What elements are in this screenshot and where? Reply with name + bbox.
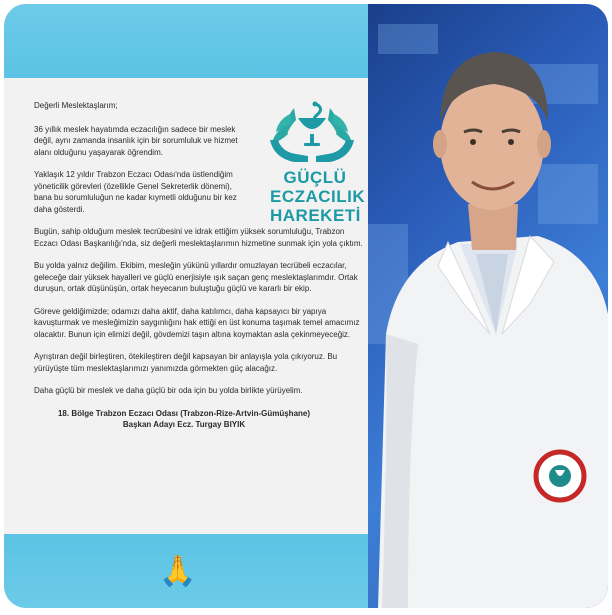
praying-hands-icon: 🙏	[159, 555, 197, 588]
signature-name: Başkan Adayı Ecz. Turgay BIYIK	[122, 420, 246, 429]
post-card	[4, 4, 608, 608]
letter-body	[34, 100, 364, 431]
letter-greeting: Değerli Meslektaşlarım;	[34, 101, 118, 110]
logo-line-2: ECZACILIK	[270, 187, 366, 206]
logo-line-3: HAREKETİ	[270, 206, 361, 225]
candidate-photo	[368, 4, 608, 608]
letter-paragraph-7: Daha güçlü bir meslek ve daha güçlü bir oda için bu yolda birlikte yürüyelim.	[34, 386, 303, 395]
signature-organization: 18. Bölge Trabzon Eczacı Odası (Trabzon-Rize-Artvin-Gümüşhane)	[57, 408, 311, 418]
letter-paragraph-4: Bu yolda yalnız değilim. Ekibim, mesleğin yükünü yıllardır omuzlayan tecrübeli eczacılar, geleceğe dair yüksek hayalleri ve güçlü enerjisiyle ışık saçan genç meslektaşlarımdır. Ortak duruşun, ortak düşünüşün, ortak heyecanın buluştuğu güçlü ve kararlı bir ekip.	[34, 261, 358, 293]
letter-paragraph-5: Göreve geldiğimizde; odamızı daha aktif, daha katılımcı, daha kapsayıcı bir yapıya kavuşturmak ve mesleğimizin saygınlığını hak ettiği en üst konuma taşımak temel amacımız olacaktır. Bunun için elimizi değil, gövdemizi taşın altına koymaktan asla çekinmeyeceğiz.	[34, 306, 360, 339]
letter-panel	[4, 4, 368, 608]
letter-paragraph-3: Bugün, sahip olduğum meslek tecrübesini ve idrak ettiğim yüksek sorumluluğu, Trabzon Eczacı Odası Başkanlığı'nda, siz değerli meslektaşlarımın hizmetine sunmak için yola çıktım.	[34, 227, 363, 248]
man-in-white-coat-icon	[368, 4, 608, 608]
logo-line-1: GÜÇLÜ	[283, 168, 347, 187]
letter-paragraph-6: Ayrıştıran değil birleştiren, ötekileştiren değil kapsayan bir anlayışla yola çıkıyoruz. Bu yürüyüşte tüm meslektaşlarımızı yanımızda görmekten güç alacağız.	[34, 352, 338, 373]
letter-paragraph-2: Yaklaşık 12 yıldır Trabzon Eczacı Odası'nda üstlendiğim yöneticilik görevleri (özellikle Genel Sekreterlik dönemi), bana bu sorumluluğun ne kadar kıymetli olduğunu bir kez daha gösterdi.	[34, 170, 237, 214]
top-color-band	[4, 4, 368, 78]
letter-paragraph-1: 36 yıllık meslek hayatımda eczacılığın sadece bir meslek değil, aynı zamanda insanlık için bir sorumluluk ve hizmet alanı olduğunu yaşayarak öğrendim.	[34, 124, 238, 157]
